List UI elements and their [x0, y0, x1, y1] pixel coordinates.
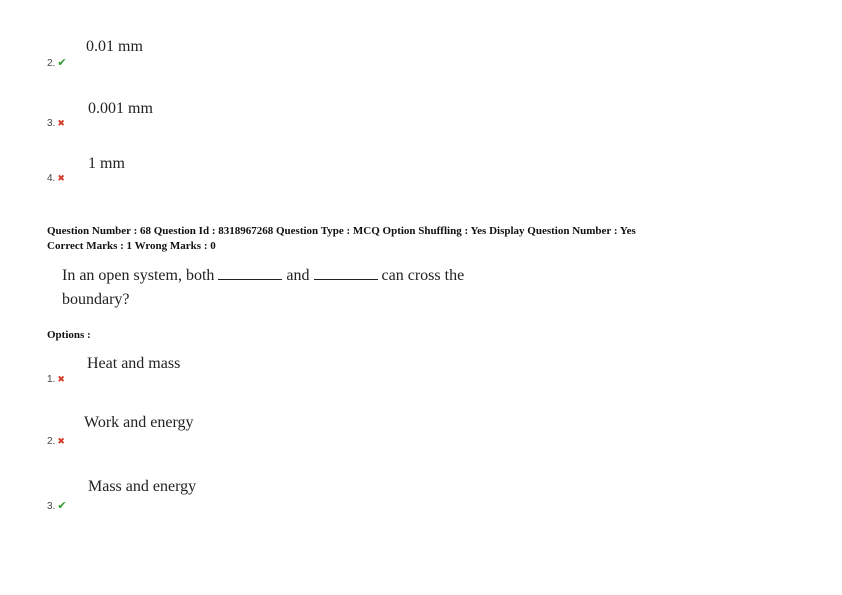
answer-blank [218, 267, 282, 280]
question-text-line: boundary? [62, 291, 130, 308]
option-text: Heat and mass [87, 355, 181, 372]
cross-icon: ✖ [57, 173, 65, 183]
cross-icon: ✖ [57, 436, 65, 446]
option-text: 1 mm [88, 155, 125, 172]
question-text-part: can cross the [381, 267, 465, 284]
option-marker [47, 436, 65, 447]
options-label: Options : [47, 329, 91, 341]
question-text-part: and [286, 267, 310, 284]
option-text: 0.01 mm [86, 38, 143, 55]
option-text: 0.001 mm [88, 100, 153, 117]
check-icon: ✔ [57, 500, 67, 512]
cross-icon: ✖ [57, 118, 65, 128]
check-icon: ✔ [57, 57, 67, 69]
option-number: 2. [47, 436, 56, 447]
question-marks: Correct Marks : 1 Wrong Marks : 0 [47, 240, 216, 252]
option-number: 2. [47, 58, 56, 69]
question-text [62, 264, 464, 288]
option-number: 3. [47, 118, 56, 129]
option-number: 3. [47, 501, 56, 512]
option-number: 1. [47, 374, 56, 385]
option-text: Work and energy [84, 414, 194, 431]
question-meta: Question Number : 68 Question Id : 8318967268 Question Type : MCQ Option Shuffling : Yes Display Question Number : Yes [47, 225, 636, 237]
cross-icon: ✖ [57, 374, 65, 384]
question-text-part: In an open system, both [62, 267, 215, 284]
option-marker [47, 173, 65, 184]
option-text: Mass and energy [88, 478, 197, 495]
answer-blank [314, 267, 378, 280]
option-marker [47, 118, 65, 129]
option-number: 4. [47, 173, 56, 184]
option-marker [47, 56, 67, 69]
option-marker [47, 374, 65, 385]
option-marker [47, 499, 67, 512]
